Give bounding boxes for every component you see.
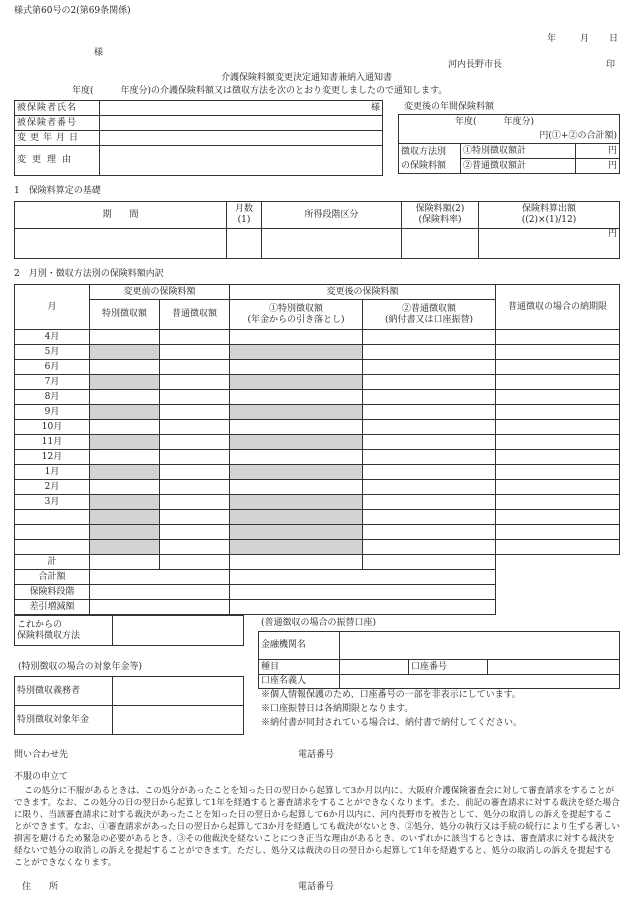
month-cell-after-ordinary [363, 465, 496, 480]
method-label [399, 144, 461, 174]
method-label-line-2: の保険料額 [401, 160, 447, 171]
special-obligor-value [113, 677, 244, 706]
issuer-name: 河内長野市長 [448, 60, 503, 70]
month-cell-after-ordinary [363, 540, 496, 555]
col-premium [402, 202, 479, 229]
change-reason-label: 変更理由 [15, 146, 100, 176]
month-row [15, 540, 620, 555]
month-cell-deadline [496, 345, 620, 360]
month-cell-after-ordinary [363, 330, 496, 345]
month-row [15, 495, 620, 510]
annual-year-line: 年度( 年度分) [399, 115, 620, 130]
future-method-label [15, 616, 113, 646]
col-ordinary-deadline: 普通徴収の場合の納期限 [496, 285, 620, 330]
bank-institution-value [340, 632, 620, 660]
month-cell-month: 5月 [15, 345, 90, 360]
month-cell-deadline [496, 435, 620, 450]
month-cell-before-ordinary [160, 435, 230, 450]
pension-table [14, 676, 244, 735]
month-cell-after-special [230, 540, 363, 555]
premium-value [402, 229, 479, 259]
annual-premium-heading: 変更後の年間保険料額 [404, 102, 495, 112]
month-cell-month: 9月 [15, 405, 90, 420]
month-cell-after-ordinary [363, 420, 496, 435]
month-cell-deadline [496, 360, 620, 375]
month-cell-after-special [230, 495, 363, 510]
month-cell-after-special [230, 345, 363, 360]
method-label-line-1: 徴収方法別 [401, 146, 447, 157]
bank-account-number-label: 口座番号 [409, 660, 488, 675]
month-cell-before-special [90, 465, 160, 480]
col-calculated-line-1: 保険料算出額 [521, 204, 576, 215]
bank-account-table [258, 631, 620, 689]
summary-label-difference: 差引増減額 [15, 600, 90, 615]
month-cell-month: 10月 [15, 420, 90, 435]
month-row [15, 465, 620, 480]
month-cell-before-special [90, 390, 160, 405]
bank-holder-value [340, 675, 620, 689]
summary-total-before [90, 570, 230, 585]
annual-total-line: 円(①+②の合計額) [399, 130, 620, 144]
month-row [15, 330, 620, 345]
section2-heading: 2 月別・徴収方法別の保険料額内訳 [14, 269, 164, 279]
month-row [15, 525, 620, 540]
month-cell-month [15, 510, 90, 525]
month-cell-after-special [230, 510, 363, 525]
col-period: 期 間 [15, 202, 227, 229]
month-cell-before-special [90, 360, 160, 375]
insured-info-table [14, 100, 383, 176]
bank-institution-label: 金融機関名 [259, 632, 340, 660]
col-after-ordinary-line-1: ②普通徴収額 [402, 303, 457, 314]
summary-stage-before [90, 585, 230, 600]
month-cell-before-special [90, 540, 160, 555]
month-row [15, 435, 620, 450]
col-after-special-line-1: ①特別徴収額 [269, 303, 324, 314]
month-cell-after-ordinary [363, 450, 496, 465]
month-cell-month: 2月 [15, 480, 90, 495]
calculated-yen: 円 [479, 229, 620, 259]
bank-note-payment-slip: ※納付書が同封されている場合は、納付書で納付してください。 [261, 718, 523, 728]
col-after-special-line-2: (年金からの引き落とし) [247, 314, 345, 325]
summary-stage-after [230, 585, 496, 600]
month-cell-after-special [230, 435, 363, 450]
month-cell-month: 7月 [15, 375, 90, 390]
premium-basis-table [14, 201, 620, 259]
col-before-change: 変更前の保険料額 [90, 285, 230, 300]
pension-heading: (特別徴収の場合の対象年金等) [18, 662, 143, 672]
total-after-special [230, 555, 363, 570]
col-calculated-line-2: ((2)×(1)/12) [521, 215, 577, 225]
month-cell-deadline [496, 495, 620, 510]
date-month-label: 月 [580, 34, 590, 44]
month-cell-before-ordinary [160, 405, 230, 420]
section1-heading: 1 保険料算定の基礎 [14, 186, 101, 196]
month-cell-after-special [230, 405, 363, 420]
month-cell-month: 11月 [15, 435, 90, 450]
month-row [15, 450, 620, 465]
month-cell-deadline [496, 510, 620, 525]
month-cell-before-ordinary [160, 465, 230, 480]
document-title: 介護保険料額変更決定通知書兼納入通知書 [221, 73, 393, 83]
month-cell-month: 1月 [15, 465, 90, 480]
period-value [15, 229, 227, 259]
month-cell-deadline [496, 420, 620, 435]
month-cell-before-ordinary [160, 345, 230, 360]
month-cell-deadline [496, 540, 620, 555]
special-collection-total-label: ①特別徴収額計 [461, 144, 576, 159]
month-cell-after-special [230, 465, 363, 480]
month-cell-before-ordinary [160, 450, 230, 465]
col-after-change: 変更後の保険料額 [230, 285, 496, 300]
month-cell-after-special [230, 390, 363, 405]
special-pension-label: 特別徴収対象年金 [15, 706, 113, 735]
insured-name-honorific: 様 [100, 101, 383, 116]
month-rows [15, 330, 620, 555]
summary-difference-before [90, 600, 230, 615]
month-cell-before-ordinary [160, 375, 230, 390]
month-cell-before-special [90, 405, 160, 420]
month-cell-after-ordinary [363, 405, 496, 420]
month-cell-before-ordinary [160, 480, 230, 495]
month-cell-after-special [230, 330, 363, 345]
date-day-label: 日 [609, 34, 619, 44]
month-cell-after-ordinary [363, 435, 496, 450]
month-cell-before-ordinary [160, 420, 230, 435]
ordinary-collection-total-label: ②普通徴収額計 [461, 159, 576, 174]
bank-holder-label: 口座名義人 [259, 675, 340, 689]
monthly-breakdown-table [14, 284, 620, 615]
month-cell-after-special [230, 360, 363, 375]
insured-number-label: 被保険者番号 [15, 116, 100, 131]
month-row [15, 405, 620, 420]
future-method-table [14, 615, 244, 646]
month-cell-deadline [496, 525, 620, 540]
month-cell-deadline [496, 375, 620, 390]
month-cell-after-ordinary [363, 510, 496, 525]
future-method-value [113, 616, 244, 646]
ordinary-collection-yen: 円 [576, 159, 620, 174]
month-cell-month: 4月 [15, 330, 90, 345]
col-months-line-2: (1) [237, 215, 251, 225]
month-cell-after-ordinary [363, 525, 496, 540]
change-date-label: 変更年月日 [15, 131, 100, 146]
month-cell-after-special [230, 480, 363, 495]
month-cell-after-ordinary [363, 480, 496, 495]
month-cell-after-ordinary [363, 345, 496, 360]
month-cell-month [15, 525, 90, 540]
col-month: 月 [15, 285, 90, 330]
month-cell-before-ordinary [160, 360, 230, 375]
month-cell-before-special [90, 450, 160, 465]
month-cell-before-ordinary [160, 510, 230, 525]
month-cell-before-special [90, 420, 160, 435]
months-value [227, 229, 262, 259]
intro-text: 年度( 年度分)の介護保険料額又は徴収方法を次のとおり変更しましたので通知します。 [72, 86, 448, 96]
objection-body: この処分に不服があるときは、この処分があったことを知った日の翌日から起算して3か月以内に、大阪府介護保険審査会に対して審査請求をすることができます。なお、この処分の日の翌日から起算して1年を経過すると審査請求をすることができなくなります。また、前記の審査請求に対する裁決を経た場合に限り、当該審査請求に対する裁決があったことを知った日の翌日から起算して6か月以内に、河内長野市を被告として、処分の取消しの訴えを提起することができます。なお、①審査請求があった日の翌日から起算して3か月を経過しても裁決がないとき、②処分、処分の執行又は手続の続行により生ずる著しい損害を避けるため緊急の必要があるとき、③その他裁決を経ないことにつき正当な理由があるとき、のいずれかに該当するときは、審査請求に対する裁決を経ないで処分の取消しの訴えを提起することができます。ただし、処分又は裁決の日の翌日から起算して1年を経過すると、処分の取消しの訴えを提起することができなくなります。 [14, 786, 620, 868]
month-cell-month [15, 540, 90, 555]
col-income-level: 所得段階区分 [262, 202, 402, 229]
month-cell-deadline [496, 450, 620, 465]
insured-number-value [100, 116, 383, 131]
total-after-ordinary [363, 555, 496, 570]
bank-note-privacy: ※個人情報保護のため、口座番号の一部を非表示にしています。 [261, 690, 521, 700]
month-cell-month: 8月 [15, 390, 90, 405]
summary-label-stage: 保険料段階 [15, 585, 90, 600]
month-row [15, 420, 620, 435]
month-row [15, 390, 620, 405]
month-cell-after-ordinary [363, 390, 496, 405]
month-cell-before-special [90, 480, 160, 495]
form-number: 様式第60号の2(第69条関係) [14, 6, 131, 16]
total-before-special [90, 555, 160, 570]
month-cell-before-ordinary [160, 390, 230, 405]
col-before-ordinary: 普通徴収額 [160, 300, 230, 330]
col-before-special: 特別徴収額 [90, 300, 160, 330]
future-method-line-1: これからの [17, 619, 63, 630]
month-cell-before-special [90, 345, 160, 360]
month-cell-before-special [90, 330, 160, 345]
month-cell-deadline [496, 405, 620, 420]
month-cell-after-ordinary [363, 495, 496, 510]
month-cell-deadline [496, 390, 620, 405]
month-cell-before-ordinary [160, 495, 230, 510]
month-cell-before-special [90, 375, 160, 390]
annual-premium-table [398, 114, 620, 174]
date-year-label: 年 [547, 34, 557, 44]
month-row [15, 510, 620, 525]
month-cell-after-ordinary [363, 360, 496, 375]
month-cell-deadline [496, 465, 620, 480]
col-premium-line-1: 保険料額(2) [415, 204, 465, 215]
summary-total-after [230, 570, 496, 585]
month-row [15, 345, 620, 360]
col-months [227, 202, 262, 229]
change-date-value [100, 131, 383, 146]
month-cell-before-ordinary [160, 540, 230, 555]
bank-account-number-value [488, 660, 620, 675]
address-label: 住 所 [22, 882, 59, 892]
month-cell-after-special [230, 375, 363, 390]
col-months-line-1: 月数 [234, 204, 253, 215]
special-obligor-label: 特別徴収義務者 [15, 677, 113, 706]
total-row-label: 計 [15, 555, 90, 570]
month-row [15, 480, 620, 495]
special-pension-value [113, 706, 244, 735]
bank-type-label: 種目 [259, 660, 340, 675]
bank-type-value [340, 660, 409, 675]
total-before-ordinary [160, 555, 230, 570]
summary-difference-after [230, 600, 496, 615]
month-cell-month: 3月 [15, 495, 90, 510]
change-reason-value [100, 146, 383, 176]
col-premium-line-2: (保険料率) [418, 215, 462, 225]
month-cell-month: 12月 [15, 450, 90, 465]
month-cell-after-special [230, 525, 363, 540]
month-cell-before-ordinary [160, 330, 230, 345]
month-row [15, 360, 620, 375]
insured-name-label: 被保険者氏名 [15, 101, 100, 116]
inquiry-label: 問い合わせ先 [14, 750, 69, 760]
month-cell-after-ordinary [363, 375, 496, 390]
month-cell-before-special [90, 495, 160, 510]
special-collection-yen: 円 [576, 144, 620, 159]
summary-label-total: 合計額 [15, 570, 90, 585]
month-cell-after-special [230, 450, 363, 465]
month-cell-month: 6月 [15, 360, 90, 375]
col-after-ordinary [363, 300, 496, 330]
income-level-value [262, 229, 402, 259]
month-cell-before-special [90, 435, 160, 450]
future-method-line-2: 保険料徴収方法 [17, 630, 81, 641]
month-cell-after-special [230, 420, 363, 435]
month-cell-before-ordinary [160, 525, 230, 540]
month-row [15, 375, 620, 390]
col-after-ordinary-line-2: (納付書又は口座振替) [385, 314, 474, 325]
bank-heading: (普通徴収の場合の振替口座) [261, 618, 377, 628]
seal-mark: 印 [606, 60, 616, 70]
deadline-blank [496, 555, 620, 615]
month-cell-before-special [90, 525, 160, 540]
col-calculated [479, 202, 620, 229]
footer-phone-label: 電話番号 [298, 882, 335, 892]
bank-note-transfer-date: ※口座振替日は各納期限となります。 [261, 704, 414, 714]
objection-heading: 不服の申立て [14, 772, 69, 782]
month-cell-before-special [90, 510, 160, 525]
recipient-honorific: 様 [94, 48, 104, 58]
month-cell-deadline [496, 480, 620, 495]
inquiry-phone-label: 電話番号 [298, 750, 335, 760]
col-after-special [230, 300, 363, 330]
month-cell-deadline [496, 330, 620, 345]
